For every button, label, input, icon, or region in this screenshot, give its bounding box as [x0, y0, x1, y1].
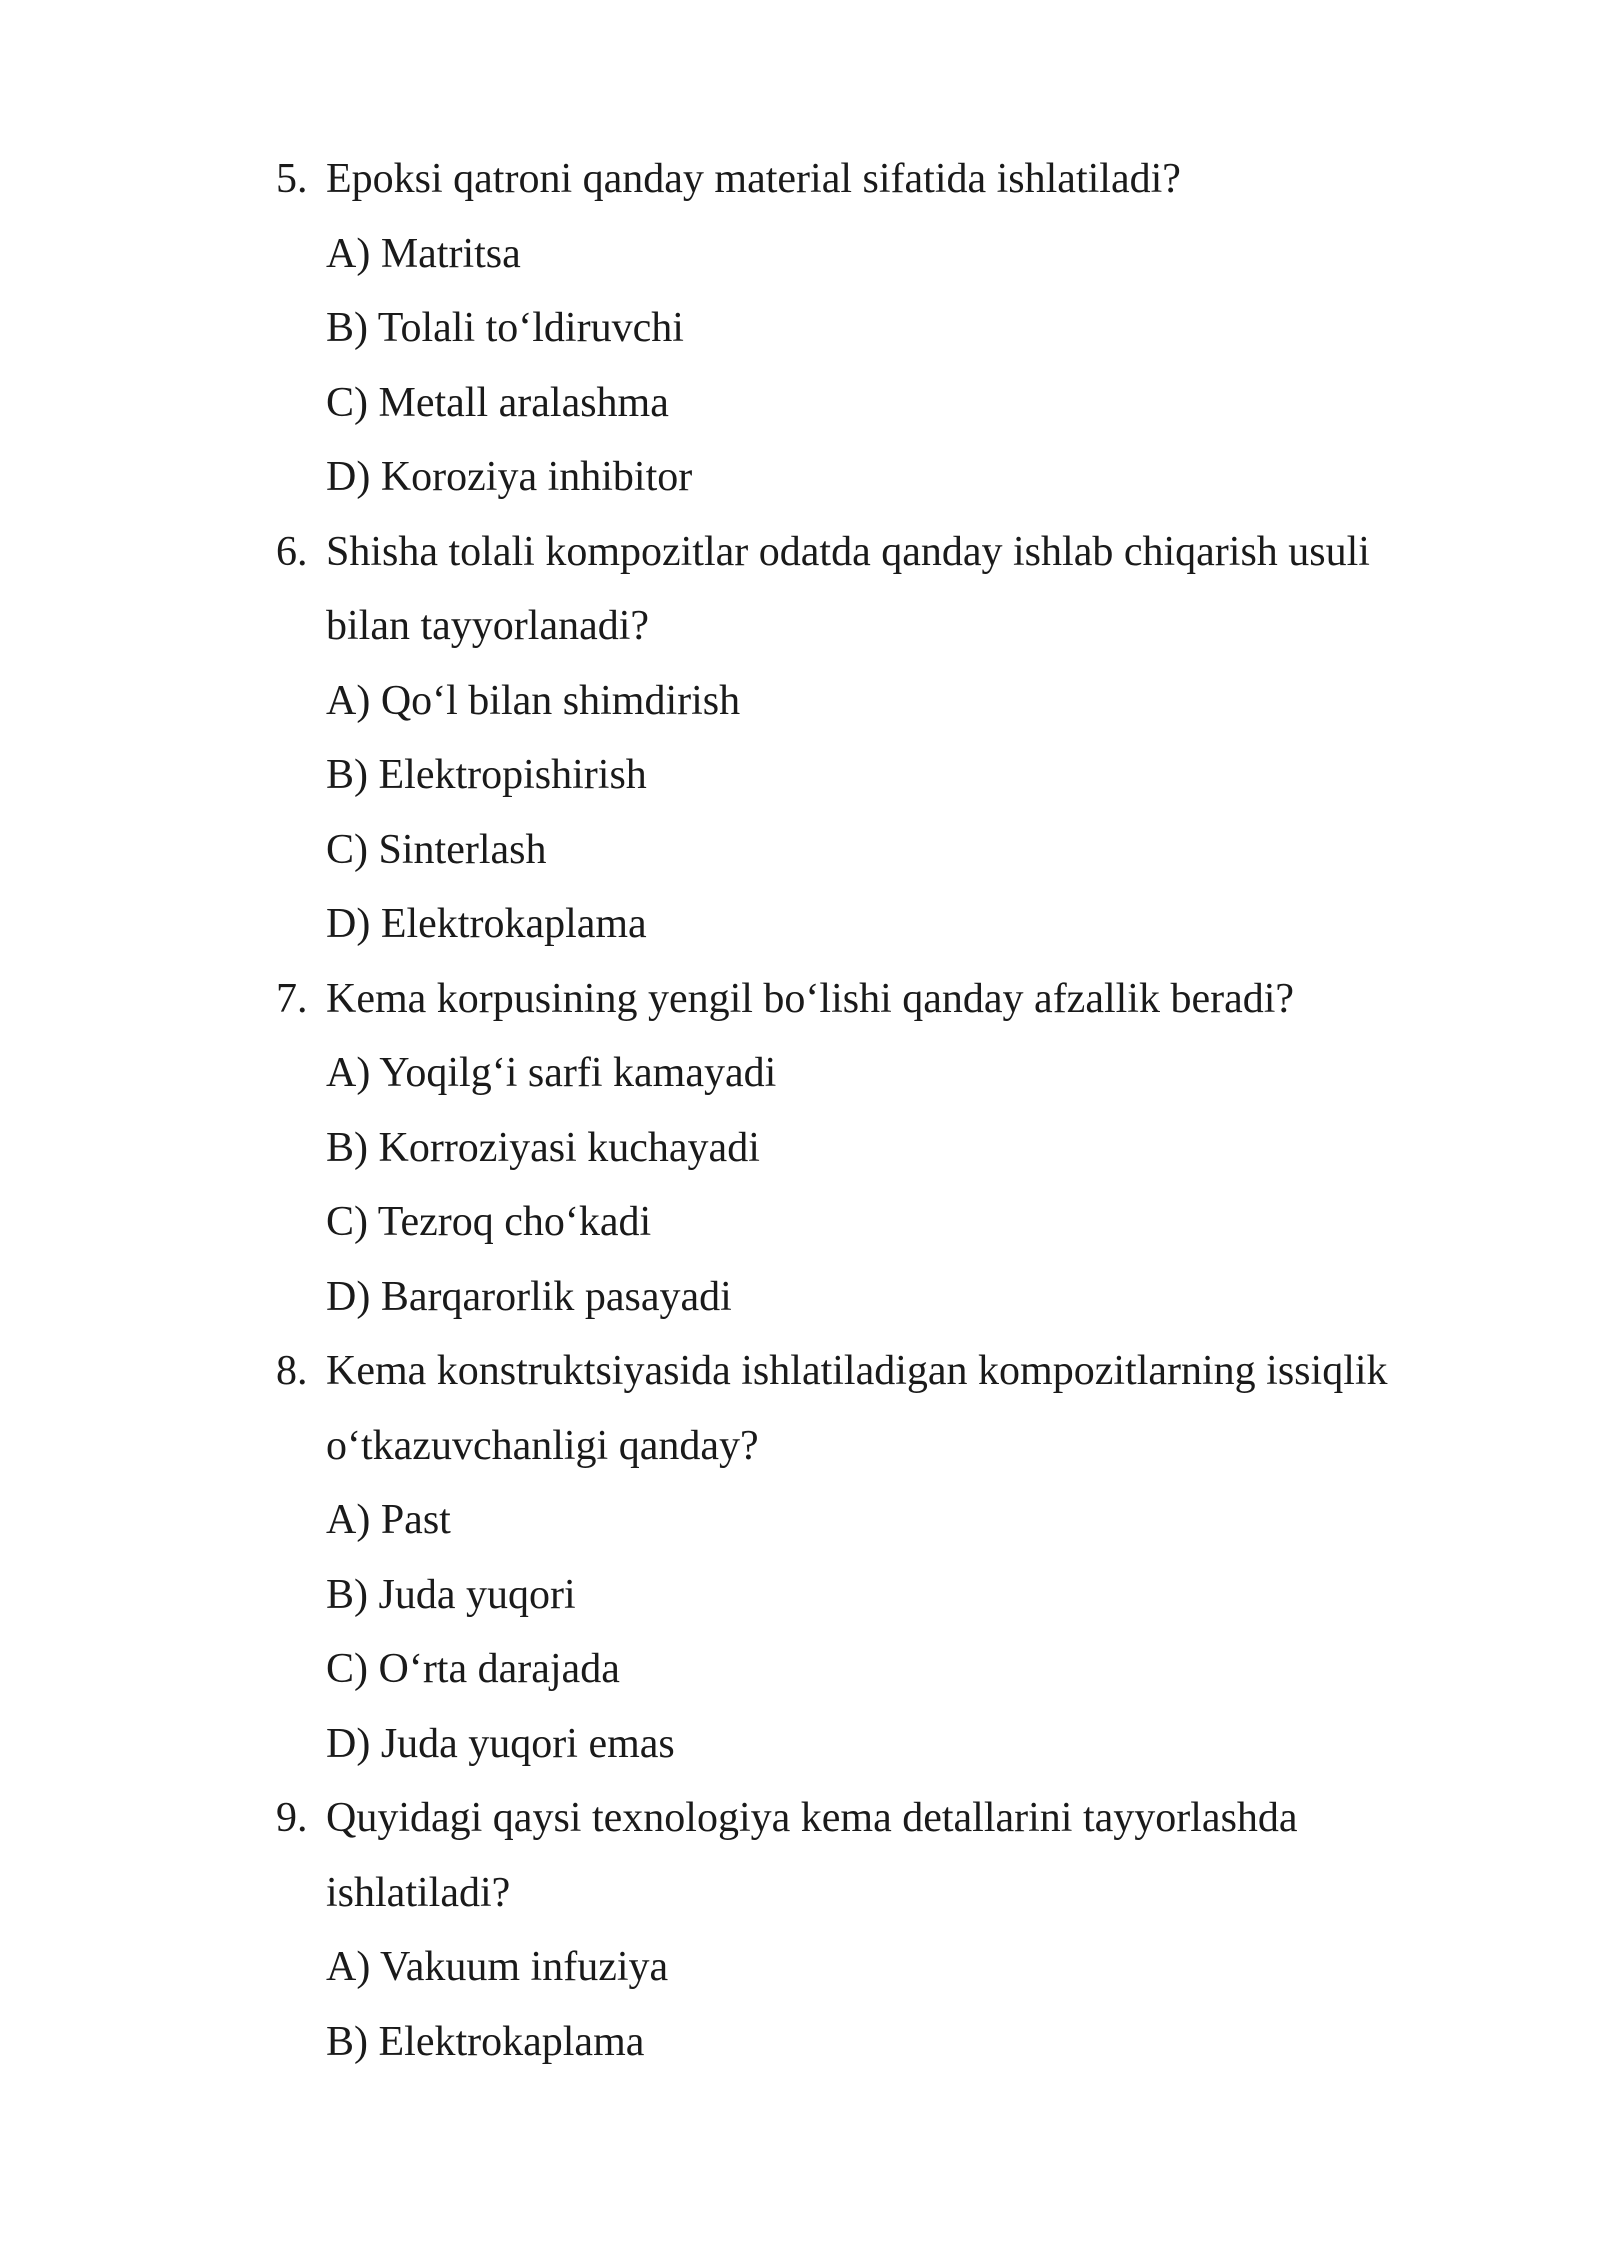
option-c: C) Sinterlash	[326, 826, 547, 873]
quiz-list	[276, 142, 1436, 2079]
question-9	[276, 1781, 1436, 2079]
question-number: 6.	[276, 528, 308, 575]
question-text-line-2: o‘tkazuvchanligi qanday?	[326, 1422, 759, 1469]
question-text-line-2: bilan tayyorlanadi?	[326, 603, 650, 649]
question-6-stem	[276, 515, 1436, 590]
question-text-line-1: Quyidagi qaysi texnologiya kema detallarini tayyorlashda	[326, 1795, 1298, 1841]
question-text: Epoksi qatroni qanday material sifatida ishlatiladi?	[326, 156, 1181, 202]
option-b: B) Elektropishirish	[326, 752, 647, 798]
option-b: B) Juda yuqori	[326, 1571, 576, 1618]
question-text-line-1: Shisha tolali kompozitlar odatda qanday ishlab chiqarish usuli	[326, 528, 1370, 575]
option-c: C) Metall aralashma	[326, 379, 669, 426]
question-8	[276, 1334, 1436, 1781]
option-a: A) Past	[326, 1497, 451, 1543]
option-d: D) Elektrokaplama	[326, 901, 647, 947]
question-7-stem	[276, 962, 1436, 1037]
option-c: C) Tezroq cho‘kadi	[326, 1199, 652, 1245]
option-d: D) Juda yuqori emas	[326, 1720, 675, 1767]
question-6	[276, 515, 1436, 962]
question-5	[276, 142, 1436, 515]
question-8-stem	[276, 1334, 1436, 1409]
question-number: 7.	[276, 975, 308, 1022]
option-a: A) Vakuum infuziya	[326, 1944, 669, 1990]
option-d: D) Barqarorlik pasayadi	[326, 1273, 732, 1320]
question-number: 8.	[276, 1348, 308, 1394]
option-b: B) Tolali to‘ldiruvchi	[326, 305, 684, 351]
question-number: 9.	[276, 1795, 308, 1841]
option-b: B) Elektrokaplama	[326, 2018, 645, 2065]
question-7	[276, 962, 1436, 1335]
option-d: D) Koroziya inhibitor	[326, 454, 693, 500]
question-text-line-2: ishlatiladi?	[326, 1869, 511, 1916]
option-c: C) O‘rta darajada	[326, 1646, 620, 1692]
option-a: A) Qo‘l bilan shimdirish	[326, 677, 741, 724]
option-a: A) Matritsa	[326, 230, 521, 277]
option-b: B) Korroziyasi kuchayadi	[326, 1124, 760, 1171]
question-number: 5.	[276, 156, 308, 202]
question-9-stem	[276, 1781, 1436, 1856]
question-text: Kema korpusining yengil bo‘lishi qanday afzallik beradi?	[326, 975, 1295, 1022]
option-a: A) Yoqilg‘i sarfi kamayadi	[326, 1050, 777, 1096]
question-5-stem	[276, 142, 1436, 217]
question-text-line-1: Kema konstruktsiyasida ishlatiladigan kompozitlarning issiqlik	[326, 1348, 1388, 1394]
